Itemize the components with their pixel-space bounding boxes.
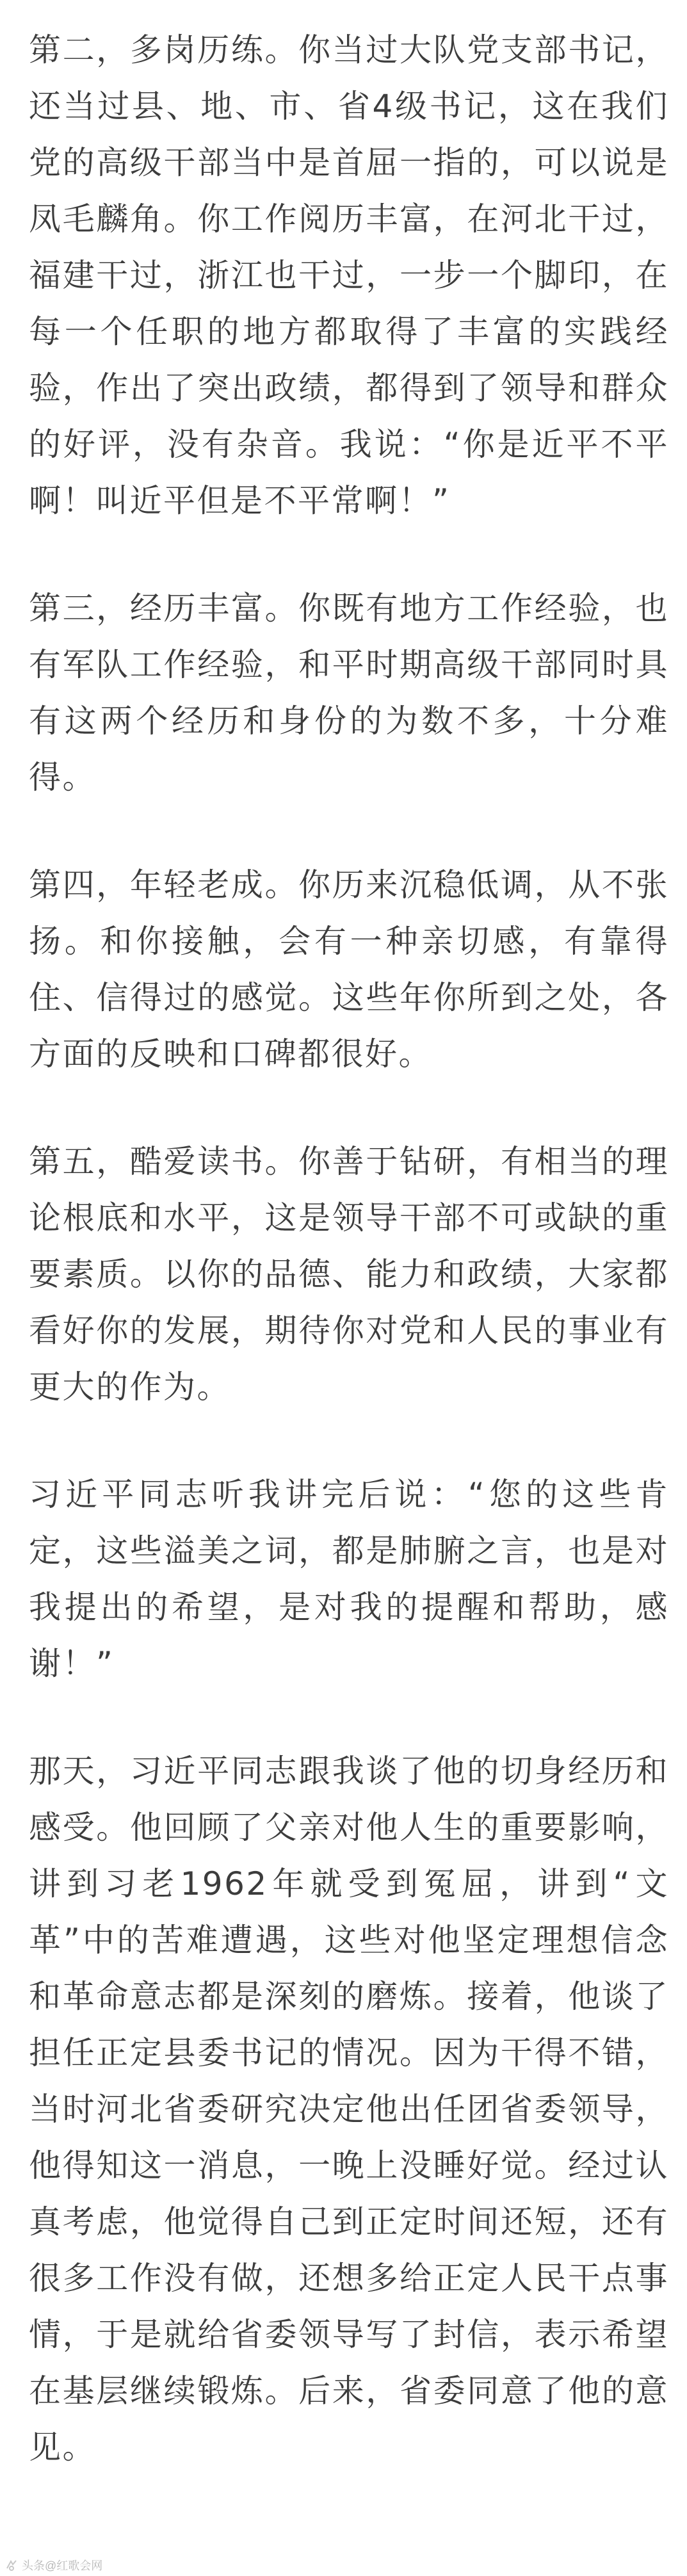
paragraph-third-experience: 第三，经历丰富。你既有地方工作经验，也有军队工作经验，和平时期高级干部同时具有这两个经历和身份的为数不多，十分难得。 [29,590,669,796]
paragraph-fifth-reading: 第五，酷爱读书。你善于钻研，有相当的理论根底和水平，这是领导干部不可或缺的重要素质。以你的品德、能力和政绩，大家都看好你的发展，期待你对党和人民的事业有更大的作为。 [29,1143,669,1405]
paragraph-fourth-maturity: 第四，年轻老成。你历来沉稳低调，从不张扬。和你接触，会有一种亲切感，有靠得住、信得过的感觉。这些年你所到之处，各方面的反映和口碑都很好。 [29,866,669,1073]
paragraph-personal-experience: 那天，习近平同志跟我谈了他的切身经历和感受。他回顾了父亲对他人生的重要影响，讲到习老1962年就受到冤屈，讲到“文革”中的苦难遭遇，这些对他坚定理想信念和革命意志都是深刻的磨炼。接着，他谈了担任正定县委书记的情况。因为干得不错，当时河北省委研究决定他出任团省委领导，他得知这一消息，一晚上没睡好觉。经过认真考虑，他觉得自己到正定时间还短，还有很多工作没有做，还想多给正定人民干点事情，于是就给省委领导写了封信，表示希望在基层继续锻炼。后来，省委同意了他的意见。 [29,1753,669,2466]
article-body [29,0,669,2475]
watermark [5,2557,102,2573]
paragraph-second-experience: 第二，多岗历练。你当过大队党支部书记，还当过县、地、市、省4级书记，这在我们党的高级干部当中是首屈一指的，可以说是凤毛麟角。你工作阅历丰富，在河北干过，福建干过，浙江也干过，一步一个脚印，在每一个任职的地方都取得了丰富的实践经验，作出了突出政绩，都得到了领导和群众的好评，没有杂音。我说：“你是近平不平啊！叫近平但是不平常啊！” [29,31,669,519]
watermark-logo-icon [5,2559,18,2572]
paragraph-reply: 习近平同志听我讲完后说：“您的这些肯定，这些溢美之词，都是肺腑之言，也是对我提出的希望，是对我的提醒和帮助，感谢！” [29,1476,669,1682]
watermark-text: 头条@红歌会网 [22,2559,103,2572]
